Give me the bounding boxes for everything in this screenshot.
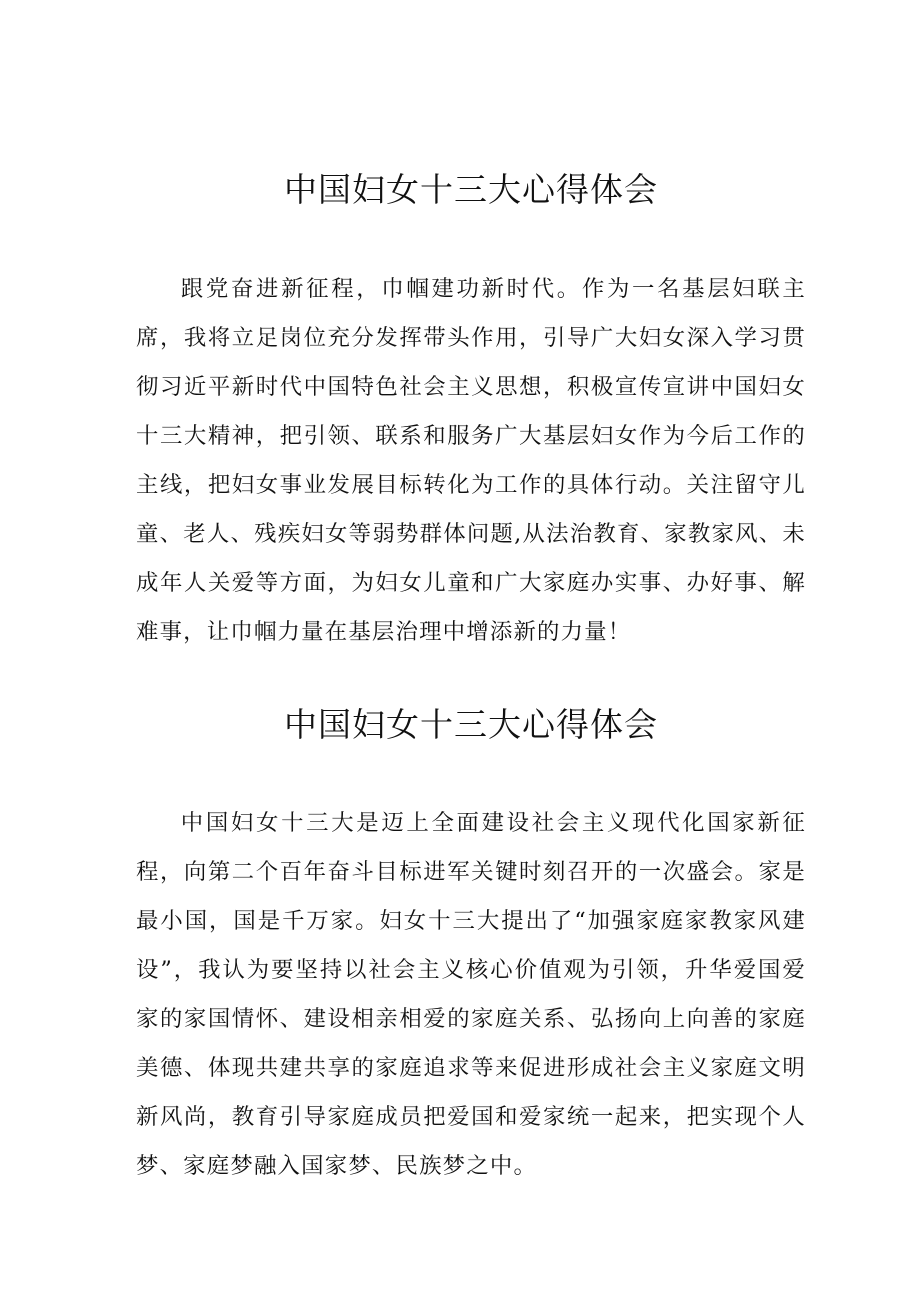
article-1-body: 跟党奋进新征程，巾帼建功新时代。作为一名基层妇联主席，我将立足岗位充分发挥带头作用，引导广大妇女深入学习贯彻习近平新时代中国特色社会主义思想，积极宣传宣讲中国妇女十三大精神，把引领、联系和服务广大基层妇女作为今后工作的主线，把妇女事业发展目标转化为工作的具体行动。关注留守儿童、老人、残疾妇女等弱势群体问题,从法治教育、家教家风、未成年人关爱等方面，为妇女儿童和广大家庭办实事、办好事、解难事，让巾帼力量在基层治理中增添新的力量！ <box>136 276 806 645</box>
article-2-title: 中国妇女十三大心得体会 <box>284 705 658 744</box>
article-2 <box>136 703 806 1191</box>
article-1-title: 中国妇女十三大心得体会 <box>284 170 658 209</box>
article-1 <box>136 168 806 657</box>
article-2-body: 中国妇女十三大是迈上全面建设社会主义现代化国家新征程，向第二个百年奋斗目标进军关键时刻召开的一次盛会。家是最小国，国是千万家。妇女十三大提出了“加强家庭家教家风建设”，我认为要坚持以社会主义核心价值观为引领，升华爱国爱家的家国情怀、建设相亲相爱的家庭关系、弘扬向上向善的家庭美德、体现共建共享的家庭追求等来促进形成社会主义家庭文明新风尚，教育引导家庭成员把爱国和爱家统一起来，把实现个人梦、家庭梦融入国家梦、民族梦之中。 <box>136 810 806 1179</box>
